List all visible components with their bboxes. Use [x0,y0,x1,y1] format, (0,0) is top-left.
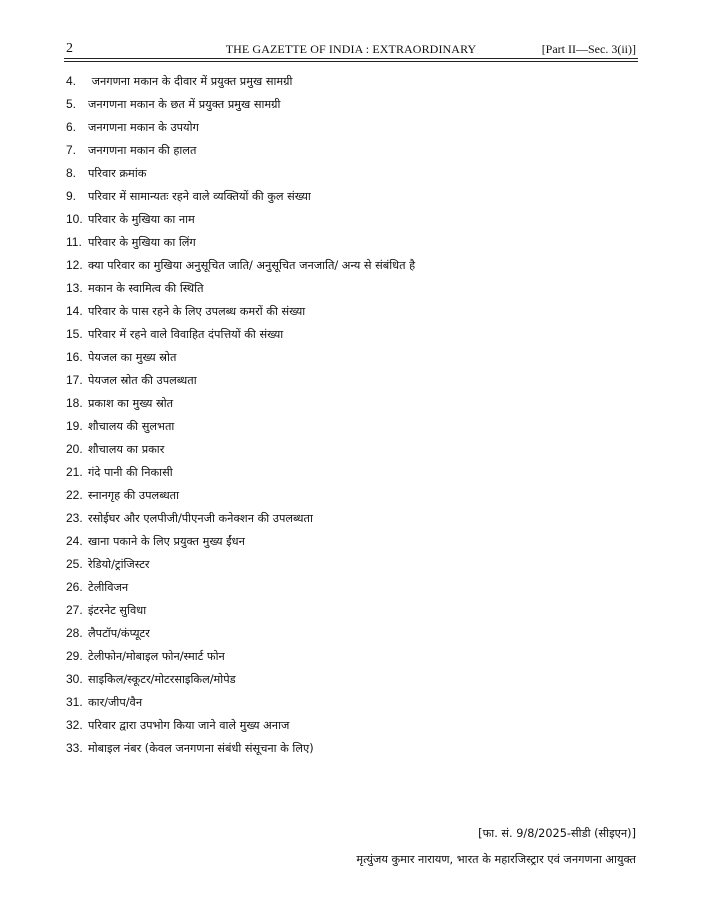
item-text: पेयजल स्रोत की उपलब्धता [88,374,197,387]
list-item [66,141,626,164]
item-text: साइकिल/स्कूटर/मोटरसाइकिल/मोपेड [88,673,236,686]
item-number: 9. [66,189,77,203]
item-number: 14. [66,304,83,318]
item-number: 11. [66,235,82,249]
item-number: 15. [66,327,83,341]
item-number: 23. [66,511,83,525]
item-text: शौचालय की सुलभता [88,420,175,433]
item-text: परिवार के मुखिया का नाम [88,213,195,226]
list-item [66,210,626,233]
item-text: परिवार में सामान्यतः रहने वाले व्यक्तियों की कुल संख्या [88,190,311,203]
item-text: क्या परिवार का मुखिया अनुसूचित जाति/ अनुसूचित जनजाति/ अन्य से संबंधित है [88,259,416,272]
item-text: जनगणना मकान के उपयोग [88,121,199,134]
list-item [66,739,626,762]
list-item [66,509,626,532]
list-item [66,417,626,440]
list-item [66,394,626,417]
item-text: परिवार के पास रहने के लिए उपलब्ध कमरों की संख्या [88,305,306,318]
signatory-line: मृत्युंजय कुमार नारायण, भारत के महारजिस्ट्रार एवं जनगणना आयुक्त [356,853,636,866]
list-item [66,233,626,256]
item-text: परिवार क्रमांक [88,167,147,180]
item-text: रेडियो/ट्रांजिस्टर [88,558,150,571]
item-text: कार/जीप/वैन [88,696,143,709]
item-text: परिवार द्वारा उपभोग किया जाने वाले मुख्य अनाज [88,719,290,732]
item-number: 19. [66,419,83,433]
item-number: 7. [66,143,77,157]
item-number: 5. [66,97,77,111]
list-item [66,532,626,555]
item-number: 12. [66,258,83,272]
item-number: 6. [66,120,77,134]
list-item [66,302,626,325]
item-text: स्नानगृह की उपलब्धता [88,489,180,502]
item-text: पेयजल का मुख्य स्रोत [88,351,177,364]
item-text: जनगणना मकान के छत में प्रयुक्त प्रमुख सामग्री [88,98,281,111]
list-item [66,164,626,187]
list-item [66,187,626,210]
item-number: 10. [66,212,83,226]
list-item [66,647,626,670]
item-number: 16. [66,350,83,364]
item-number: 31. [66,695,83,709]
item-number: 27. [66,603,83,617]
item-number: 33. [66,741,83,755]
item-number: 30. [66,672,83,686]
gazette-header [64,41,638,59]
list-item [66,716,626,739]
part-section-label: [Part II—Sec. 3(ii)] [541,42,636,56]
item-number: 29. [66,649,83,663]
item-text: खाना पकाने के लिए प्रयुक्त मुख्य ईंधन [88,535,245,548]
list-item [66,486,626,509]
list-item [66,440,626,463]
file-number: [फा. सं. 9/8/2025-सीडी (सीइएन)] [478,827,636,840]
item-text: मोबाइल नंबर (केवल जनगणना संबंधी संसूचना के लिए) [88,742,314,755]
item-list [66,72,626,762]
list-item [66,670,626,693]
list-item [66,72,626,95]
item-text: परिवार के मुखिया का लिंग [88,236,196,249]
item-number: 8. [66,166,77,180]
item-number: 24. [66,534,83,548]
item-number: 22. [66,488,83,502]
item-number: 4. [66,74,77,88]
header-rule-bottom [64,61,638,62]
list-item [66,601,626,624]
list-item [66,279,626,302]
list-item [66,95,626,118]
item-number: 18. [66,396,83,410]
item-text: जनगणना मकान के दीवार में प्रयुक्त प्रमुख सामग्री [88,75,293,88]
item-text: प्रकाश का मुख्य स्रोत [88,397,174,410]
page-number: 2 [66,41,73,56]
list-item [66,555,626,578]
item-text: इंटरनेट सुविधा [88,604,147,617]
item-number: 20. [66,442,83,456]
gazette-title: THE GAZETTE OF INDIA : EXTRAORDINARY [225,42,477,56]
item-number: 25. [66,557,83,571]
item-text: शौचालय का प्रकार [88,443,165,456]
item-number: 21. [66,465,83,479]
list-item [66,118,626,141]
item-text: परिवार में रहने वाले विवाहित दंपत्तियों की संख्या [88,328,284,341]
item-number: 13. [66,281,83,295]
item-number: 17. [66,373,83,387]
item-text: गंदे पानी की निकासी [88,466,173,479]
list-item [66,325,626,348]
item-text: जनगणना मकान की हालत [88,144,197,157]
list-item [66,624,626,647]
list-item [66,348,626,371]
header-rule-top [64,58,638,59]
item-number: 28. [66,626,83,640]
item-text: रसोईघर और एलपीजी/पीएनजी कनेक्शन की उपलब्धता [88,512,313,525]
item-number: 32. [66,718,83,732]
list-item [66,463,626,486]
list-item [66,693,626,716]
item-text: टेलीफोन/मोबाइल फोन/स्मार्ट फोन [88,650,225,663]
item-number: 26. [66,580,83,594]
item-text: मकान के स्वामित्व की स्थिति [88,282,204,295]
list-item [66,578,626,601]
item-text: टेलीविजन [88,581,129,594]
list-item [66,256,626,279]
item-text: लैपटॉप/कंप्यूटर [88,627,150,640]
list-item [66,371,626,394]
